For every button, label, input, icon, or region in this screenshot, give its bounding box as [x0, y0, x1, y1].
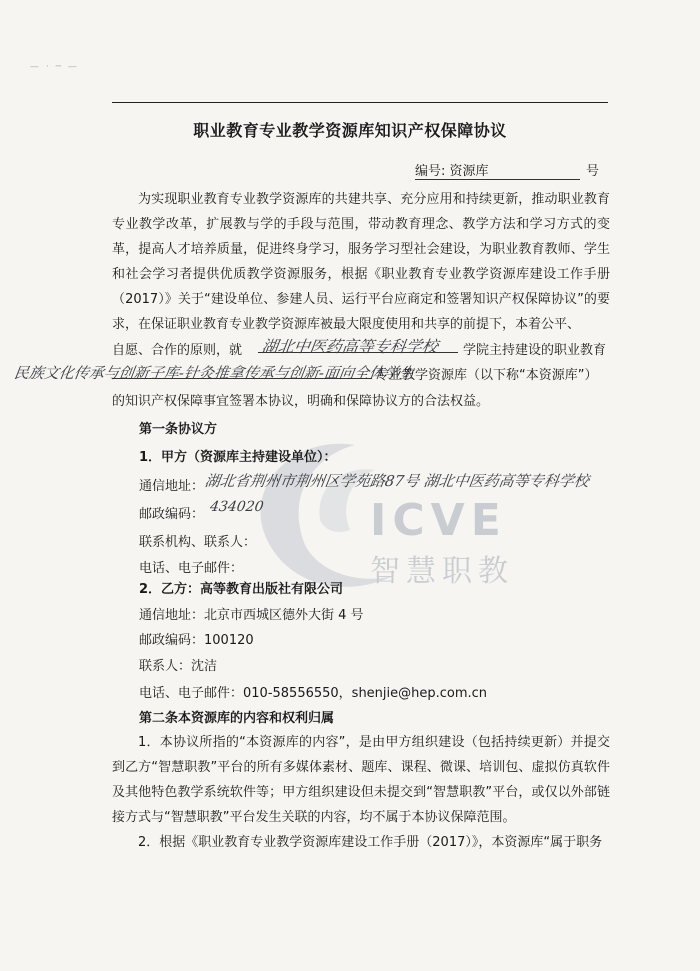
document-number [415, 160, 599, 180]
party-a-contact-label: 联系机构、联系人： [139, 535, 257, 550]
party-b-label: 2．乙方：高等教育出版社有限公司 [139, 582, 344, 597]
intro-line-a-pre: 自愿、合作的原则，就 [112, 343, 243, 358]
handwritten-library-name: 民族文化传承与创新子库-针灸推拿传承与创新-面向全体学生 [12, 364, 416, 382]
handwritten-party-a-zip: 434020 [208, 499, 265, 515]
number-suffix: 号 [586, 164, 600, 179]
watermark-subtitle: 智慧职教 [370, 554, 514, 589]
article2-heading: 第二条本资源库的内容和权利归属 [139, 711, 335, 726]
handwritten-school-name: 湖北中医药高等专科学校 [260, 337, 440, 356]
party-a-label: 1．甲方（资源库主持建设单位）： [139, 450, 337, 465]
article1-heading: 第一条协议方 [139, 422, 218, 437]
handwritten-party-a-address: 湖北省荆州市荆州区学苑路87号 湖北中医药高等专科学校 [203, 472, 591, 490]
party-b-phone: 电话、电子邮件：010-58556550，shenjie@hep.com.cn [139, 686, 488, 701]
party-a-zip-label: 邮政编码： [139, 507, 205, 522]
party-a-label-row [139, 446, 337, 465]
party-b-zip: 邮政编码：100120 [139, 633, 254, 648]
party-b-contact: 联系人：沈洁 [139, 659, 218, 674]
number-prefix: 编号: 资源库 [415, 160, 580, 180]
header-rule [112, 102, 608, 103]
watermark-brand: ICVE [370, 495, 507, 546]
intro-line-a-post: 学院主持建设的职业教育 [463, 343, 607, 358]
intro-line-c: 的知识产权保障事宜签署本协议，明确和保障协议方的合法权益。 [112, 394, 490, 409]
article2-paragraph-2: 2．根据《职业教育专业教学资源库建设工作手册（2017）》，本资源库“属于职务 [138, 835, 603, 850]
article2-paragraph-1: 1．本协议所指的“本资源库的内容”，是由甲方组织建设（包括持续更新）并提交到乙方“智慧职教”平台的所有多媒体素材、题库、课程、微课、培训包、虚拟仿真软件及其他特色教学系统软件等；甲方组织建设但未提交到“智慧职教”平台，或仅以外部链接方式与“智慧职教”平台发生关联的内容，均不属于本协议保障范围。 [112, 735, 610, 825]
party-b-address: 通信地址：北京市西城区德外大街 4 号 [139, 608, 364, 623]
library-fill-line [112, 378, 372, 379]
party-a-phone-label: 电话、电子邮件： [139, 561, 244, 576]
intro-paragraph: 为实现职业教育专业教学资源库的共建共享、充分应用和持续更新，推动职业教育专业教学改革，扩展教与学的手段与范围，带动教育理念、教学方法和学习方式的变革，提高人才培养质量，促进终身学习，服务学习型社会建设，为职业教育教师、学生和社会学习者提供优质教学资源服务，根据《职业教育专业教学资源库建设工作手册（2017）》关于“建设单位、参建人员、运行平台应商定和签署知识产权保障协议”的要求，在保证职业教育专业教学资源库被最大限度使用和共享的前提下，本着公平、 [112, 192, 610, 332]
party-a-address-label: 通信地址： [139, 479, 205, 494]
document-title: 职业教育专业教学资源库知识产权保障协议 [193, 121, 507, 140]
intro-line-b-post: 专业教学资源库（以下称“本资源库”） [376, 368, 598, 383]
scan-mark: — · ─ — [30, 62, 79, 72]
